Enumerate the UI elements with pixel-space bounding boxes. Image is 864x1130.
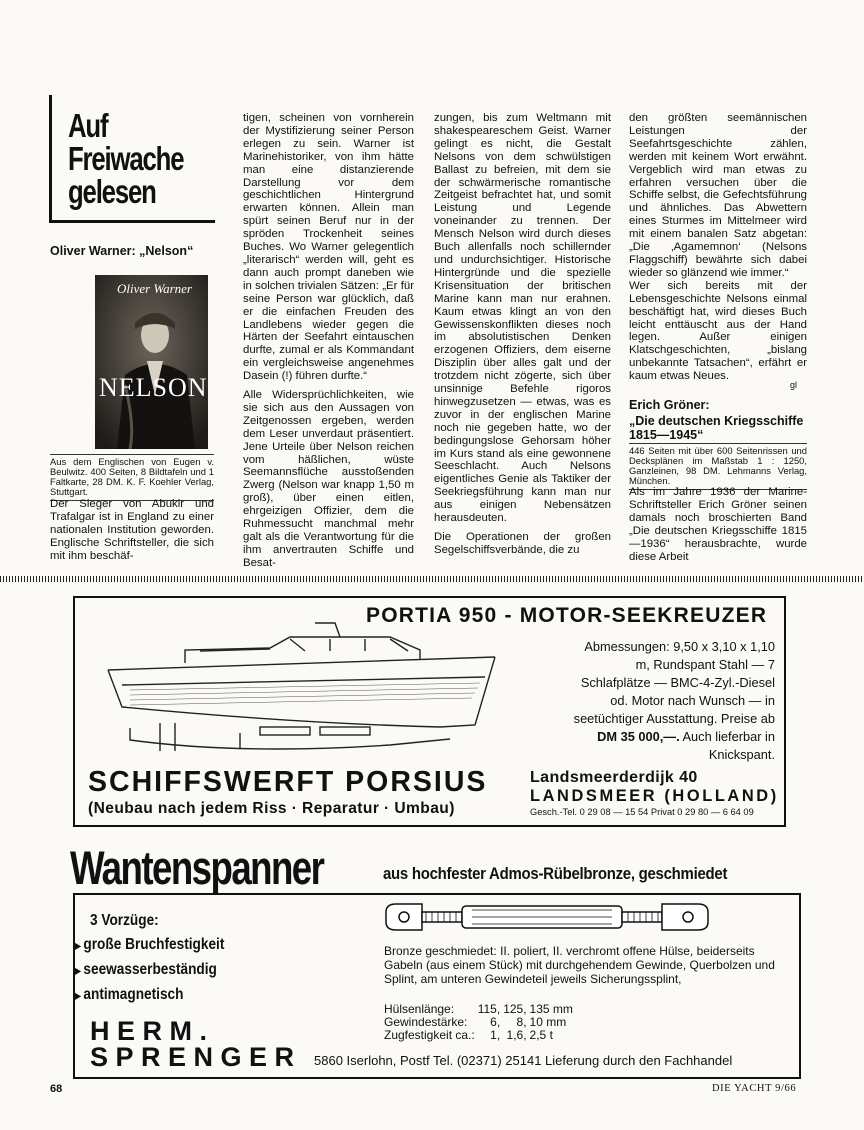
cover-author: Oliver Warner xyxy=(117,281,192,296)
review2-author: Erich Gröner: xyxy=(629,398,710,412)
paragraph: den größten seemännischen Leistungen der Seefahrtsgeschichte zählen, werden mit keinem Wort erwähnt. Vergeblich wird man etwas zu erfahren versuchen über die Schiffe selbst, die Gefechtsführung und ähnliches. Das Abwettern eines Sturmes im Mittelmeer wird mit einem banalen Satz abgetan: „Die ‚Agamemnon‘ (Nelsons Flaggschiff) bewährte sich dabei wieder so glänzend wie immer.“ xyxy=(629,112,807,279)
spec-row xyxy=(384,1029,576,1042)
paragraph: Wer sich bereits mit der Lebensgeschichte Nelsons einmal beschäftigt hat, wird dieses Buch leicht enttäuscht aus der Hand legen. Außer einigen Klatschgeschichten, „bislang unbekannte Tatsachen“, erfährt er kaum etwas Neues. xyxy=(629,279,807,383)
advantage-item: ▶ antimagnetisch xyxy=(74,986,183,1004)
review2-caption: 446 Seiten mit über 600 Seitenrissen und Decksplänen im Maßstab 1 : 1250, Ganzleinen, 98 DM. Lehmanns Verlag, München. xyxy=(629,443,807,490)
author-signature: gl xyxy=(790,380,798,390)
book-details-caption: Aus dem Englischen von Eugen v. Beulwitz. 400 Seiten, 8 Bildtafeln und 1 Faltkarte, 28 DM. K. F. Koehler Verlag, Stuttgart. xyxy=(50,454,214,501)
section-divider xyxy=(0,576,864,582)
company-name: SCHIFFSWERFT PORSIUS xyxy=(88,766,488,798)
article-text-column-2 xyxy=(243,112,414,570)
article-text-column-4 xyxy=(629,112,807,383)
masthead-title xyxy=(68,109,183,208)
spec-value: 1, xyxy=(490,1028,501,1042)
paragraph: Als im Jahre 1936 der Marine-Schriftsteller Erich Gröner seinen damals noch broschierten Band „Die deutschen Kriegsschiffe 1815—1936“ herausbrachte, wurde diese Arbeit xyxy=(629,486,807,563)
company-address-street: Landsmeerderdijk 40 xyxy=(530,769,698,786)
spec-value: 115, xyxy=(477,1002,501,1016)
column-masthead xyxy=(49,95,215,223)
spec-label: Hülsenlänge: xyxy=(384,1002,455,1016)
specs-end: Auch lieferbar in Knickspant. xyxy=(682,729,775,762)
review-title: Oliver Warner: „Nelson“ xyxy=(50,244,194,258)
paragraph: Die Operationen der großen Segelschiffsverbände, die zu xyxy=(434,531,611,556)
article-text-column-1 xyxy=(50,498,214,563)
ad2-company-line1: HERM. xyxy=(90,1016,215,1046)
advantage-item: ▶ seewasserbeständig xyxy=(74,961,217,979)
article-text-column-3 xyxy=(434,112,611,557)
specs-text: Abmessungen: 9,50 x 3,10 x 1,10 m, Rundspant Stahl — 7 Schlafplätze — BMC-4-Zyl.-Diesel od. Motor nach Wunsch — in seetüchtiger Ausstattung. Preise ab xyxy=(573,639,775,726)
spec-value: 1,6, xyxy=(506,1028,527,1042)
price: DM 35 000,—. xyxy=(597,729,680,744)
spec-label: Gewindestärke: xyxy=(384,1015,468,1029)
book-cover-image xyxy=(95,275,208,449)
ad-specifications xyxy=(567,638,775,764)
spec-label: Zugfestigkeit ca.: xyxy=(384,1028,475,1042)
specs-table xyxy=(384,1003,576,1042)
company-services: (Neubau nach jedem Riss · Reparatur · Umbau) xyxy=(88,800,455,817)
product-description: Bronze geschmiedet: II. poliert, II. verchromt offene Hülse, beiderseits Gabeln (aus einem Stück) mit durchgehendem Gewinde, Querbolzen und Splint, am unteren Gewindeteil jeweils Sicherungssplint, xyxy=(384,944,775,986)
spec-value: 125, xyxy=(503,1002,527,1016)
company-phone: Gesch.-Tel. 0 29 08 — 15 54 Privat 0 29 80 — 6 64 09 xyxy=(530,807,754,817)
ad2-address: 5860 Iserlohn, Postf Tel. (02371) 25141 Lieferung durch den Fachhandel xyxy=(314,1053,733,1068)
ad2-product-name: Wantenspanner xyxy=(70,841,324,894)
paragraph: tigen, scheinen von vornherein der Mystifizierung seiner Person erlegen zu sein. Warner ist Marinehistoriker, von ihm hätte man eine distanzierende Darstellung vor dem geschichtlichen Hintergrund erwarten können. Allein man spürt seinen Beruf nur in der spröden Trockenheit seines Buches. Wo Warner gelegentlich „literarisch“ werden will, geht es dann auch prompt daneben wie in solchen trivialen Sätzen: „Er für seine Person war glücklich, daß er die einfachen Freuden des Landlebens wieder gegen die Härten der Seefahrt eintauschen durfte, zumal er als Kommandant ein vergleichsweise angenehmes Dasein (!) führen durfte.“ xyxy=(243,112,414,383)
paragraph: Alle Widersprüchlichkeiten, wie sie sich aus den Aussagen von Zeitgenossen ergeben, werden dem Leser unverdaut präsentiert. Jene Urteile über Nelson reichen vom häßlichen, wüste Seemannsflüche ausstoßenden Zwerg (Nelson war knapp 1,50 m groß), über einen eitlen, ehrgeizigen Offizier, dem die Ruhmessucht manchmal mehr galt als die Verantwortung für die ihm anvertrauten Schiffe und Besat- xyxy=(243,389,414,569)
portrait-illustration xyxy=(95,275,208,449)
page-number: 68 xyxy=(50,1083,63,1095)
ad2-tagline: aus hochfester Admos-Rübelbronze, geschmiedet xyxy=(383,864,728,883)
company-address-city: LANDSMEER (HOLLAND) xyxy=(530,787,779,805)
spec-value: 6, xyxy=(490,1015,501,1029)
spec-value: 8, xyxy=(516,1015,527,1029)
ad-headline: PORTIA 950 - MOTOR-SEEKREUZER xyxy=(366,604,768,627)
advantages-title: 3 Vorzüge: xyxy=(90,912,159,929)
cover-title: NELSON xyxy=(99,373,208,402)
spec-value: 10 mm xyxy=(529,1015,567,1029)
paragraph: zungen, bis zum Weltmann mit shakespeareschem Geist. Warner gelingt es nicht, die Gestalt Nelsons von dem schwülstigen Ballast zu befreien, mit dem sie der schwärmerische romantische Zeitgeist befrachtet hat, und somit Leistung und Legende voneinander zu trennen. Der Mensch Nelson wird durch dieses Buch allenfalls noch schillernder und undurchsichtiger. Historische Hintergründe und die spezielle Krisensituation der britischen Marine kann man nur erahnen. Kaum etwas klingt an von den Gewissenskonflikten dieses noch im absolutistischen Denken erzogenen Offiziers, dem eiserne Disziplin über alles galt und der trotzdem nicht zögerte, sich über unsinnige Befehle rigoros hinwegzusetzen — etwas, was es zuvor in der englischen Marine noch nie gegeben hatte, wo der bedingungslose Gehorsam höher im Kurs stand als eine gewonnene Seeschlacht. Auch Nelsons eigentliches Genie als Taktiker der Seekriegsführung kann man nur aus einigen Nebensätzen herausdeuten. xyxy=(434,112,611,525)
spec-value: 135 mm xyxy=(529,1002,573,1016)
product-specs xyxy=(384,1003,576,1042)
advantage-item: ▶ große Bruchfestigkeit xyxy=(74,936,224,954)
magazine-issue: DIE YACHT 9/66 xyxy=(712,1083,797,1094)
masthead-line: Auf xyxy=(68,107,108,144)
ad2-company-line2: SPRENGER xyxy=(90,1042,302,1072)
review2-title: „Die deutschen Kriegsschiffe 1815—1945“ xyxy=(629,414,804,442)
spec-value: 2,5 t xyxy=(529,1028,553,1042)
turnbuckle-illustration xyxy=(382,900,712,941)
masthead-line: gelesen xyxy=(68,173,156,210)
motor-cruiser-drawing xyxy=(90,615,520,765)
masthead-line: Freiwache xyxy=(68,140,184,177)
review2-text xyxy=(629,486,807,563)
paragraph: Der Sieger von Abukir und Trafalgar ist in England zu einer nationalen Institution geworden. Englische Schriftsteller, die sich mit ihm beschäf- xyxy=(50,498,214,562)
